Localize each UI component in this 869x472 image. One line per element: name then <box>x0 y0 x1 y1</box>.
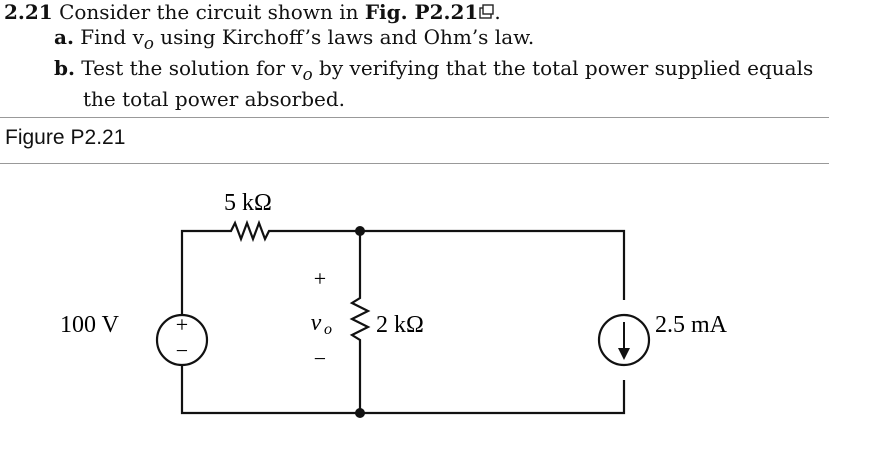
circuit-diagram <box>0 170 869 470</box>
source-minus: − <box>175 338 189 363</box>
problem-intro: Consider the circuit shown in <box>52 0 365 24</box>
part-a <box>54 25 864 56</box>
problem-number: 2.21 <box>4 0 53 24</box>
part-b <box>54 56 864 87</box>
vo-sub: o <box>324 321 332 338</box>
part-a-text: Find v <box>73 25 144 49</box>
divider-top <box>0 117 829 118</box>
source-voltage-label: 100 V <box>60 312 119 338</box>
current-source-label: 2.5 mA <box>655 312 727 338</box>
part-a-label: a. <box>54 25 74 49</box>
problem-heading: 2.21 Consider the circuit shown in Fig. P2.21 . <box>4 0 501 24</box>
source-plus: + <box>175 312 189 337</box>
part-b-label: b. <box>54 56 75 80</box>
part-b-text: Test the solution for v <box>74 56 303 80</box>
part-a-after: using Kirchoff’s laws and Ohm’s law. <box>153 25 535 49</box>
resistor-5k-symbol <box>228 223 274 239</box>
part-b-continuation: the total power absorbed. <box>83 87 346 111</box>
figure-reference-link[interactable]: Fig. P2.21 <box>364 0 479 24</box>
wire-bottom <box>182 362 624 413</box>
resistor-2k-label: 2 kΩ <box>376 312 424 338</box>
divider-bottom <box>0 163 829 164</box>
figure-word: Figure <box>5 126 65 149</box>
resistor-5k-label: 5 kΩ <box>224 190 272 216</box>
part-b-sub: o <box>302 65 313 84</box>
wire-top-right <box>274 231 624 300</box>
junction-top <box>355 226 365 236</box>
vo-plus: + <box>313 266 327 291</box>
vo-label: v <box>310 310 322 336</box>
vo-minus: − <box>313 346 327 371</box>
figure-id: P2.21 <box>70 126 126 149</box>
figure-caption <box>5 126 125 150</box>
wire-left-top <box>182 231 228 318</box>
part-a-sub: o <box>143 34 154 53</box>
part-b-after: by verifying that the total power supplied equals <box>312 56 814 80</box>
resistor-2k-symbol <box>352 294 368 344</box>
problem-statement <box>4 0 864 111</box>
external-link-icon[interactable] <box>478 1 494 25</box>
junction-bottom <box>355 408 365 418</box>
